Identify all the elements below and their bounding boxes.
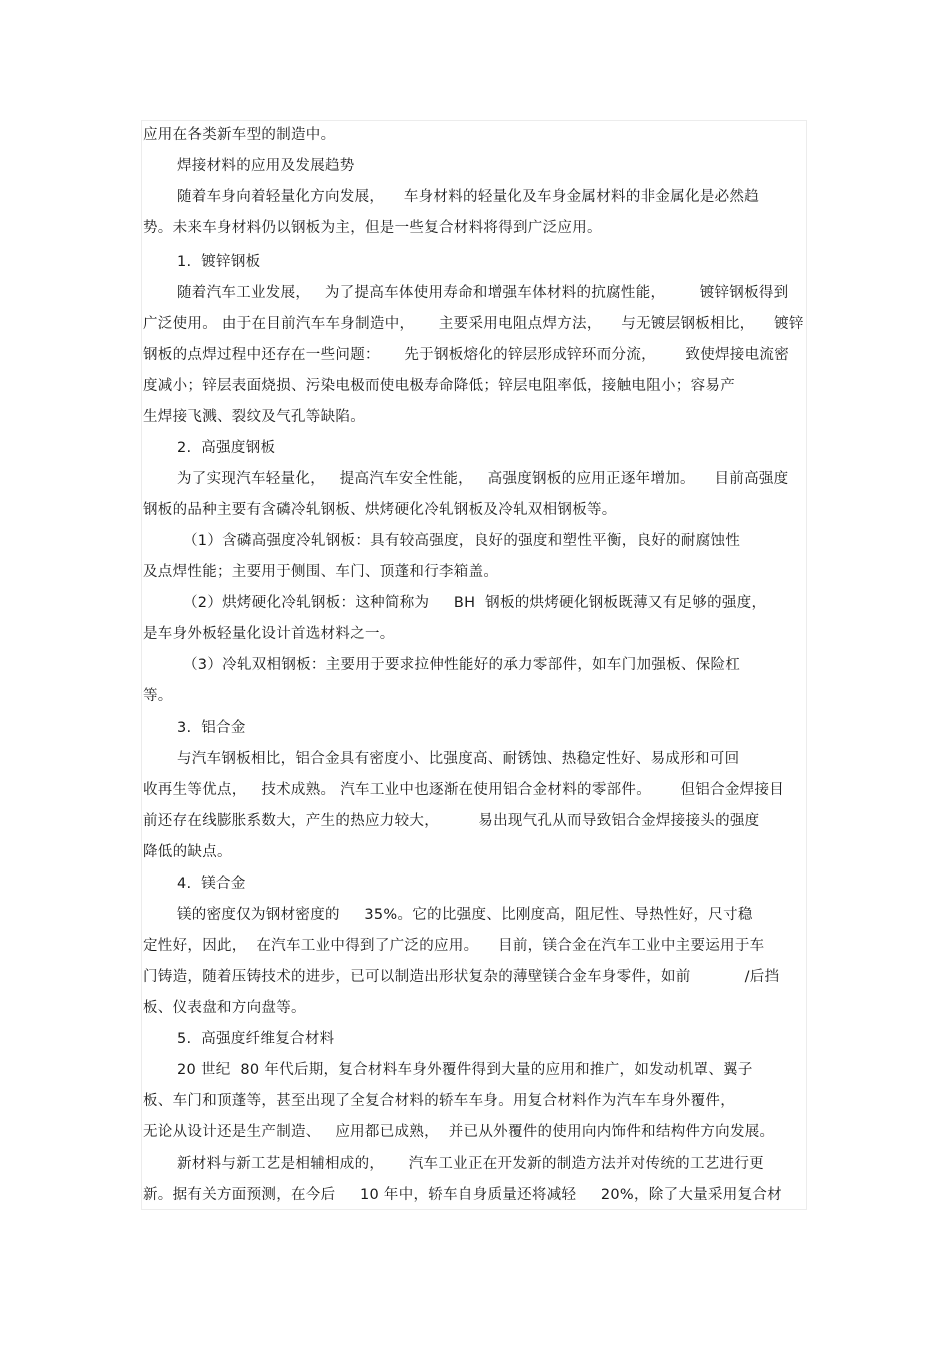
text-line: （3）冷轧双相钢板：主要用于要求拉伸性能好的承力零部件，如车门加强板、保险杠	[183, 657, 741, 673]
text-line: （1）含磷高强度冷轧钢板：具有较高强度，良好的强度和塑性平衡，良好的耐腐蚀性	[183, 533, 741, 549]
text-line: 板、车门和顶蓬等，甚至出现了全复合材料的轿车车身。用复合材料作为汽车车身外覆件，	[143, 1093, 735, 1109]
section-heading: 焊接材料的应用及发展趋势	[177, 158, 355, 174]
text-line: 与汽车钢板相比，铝合金具有密度小、比强度高、耐锈蚀、热稳定性好、易成形和可回	[177, 751, 740, 767]
section-heading: 1. 镀锌钢板	[177, 254, 261, 270]
text-line: 是车身外板轻量化设计首选材料之一。	[143, 626, 395, 642]
text-line: 20 世纪 80 年代后期，复合材料车身外覆件得到大量的应用和推广，如发动机罩、翼子	[177, 1062, 753, 1078]
text-line: 板、仪表盘和方向盘等。	[143, 1000, 306, 1016]
section-heading: 3. 铝合金	[177, 720, 246, 736]
text-line: 无论从设计还是生产制造、 应用都已成熟， 并已从外覆件的使用向内饰件和结构件方向发展。	[143, 1124, 775, 1140]
text-line: 势。未来车身材料仍以钢板为主，但是一些复合材料将得到广泛应用。	[143, 220, 602, 236]
text-line: 随着汽车工业发展， 为了提高车体使用寿命和增强车体材料的抗腐性能， 镀锌钢板得到	[177, 285, 789, 301]
text-line: 镁的密度仅为钢材密度的 35%。它的比强度、比刚度高，阻尼性、导热性好，尺寸稳	[177, 907, 753, 923]
text-line: （2）烘烤硬化冷轧钢板：这种简称为 BH 钢板的烘烤硬化钢板既薄又有足够的强度，	[183, 595, 767, 611]
text-line: 广泛使用。 由于在目前汽车车身制造中， 主要采用电阻点焊方法， 与无镀层钢板相比， 镀锌	[143, 316, 804, 332]
text-line: 钢板的点焊过程中还存在一些问题： 先于钢板熔化的锌层形成锌环而分流， 致使焊接电流密	[143, 347, 789, 363]
text-line: 前还存在线膨胀系数大，产生的热应力较大， 易出现气孔从而导致铝合金焊接接头的强度	[143, 813, 760, 829]
text-line: 新材料与新工艺是相辅相成的， 汽车工业正在开发新的制造方法并对传统的工艺进行更	[177, 1156, 764, 1172]
text-line: 为了实现汽车轻量化， 提高汽车安全性能， 高强度钢板的应用正逐年增加。 目前高强度	[177, 471, 789, 487]
text-line: 定性好，因此， 在汽车工业中得到了广泛的应用。 目前，镁合金在汽车工业中主要运用于车	[143, 938, 765, 954]
text-line: 度减小；锌层表面烧损、污染电极而使电极寿命降低；锌层电阻率低，接触电阻小；容易产	[143, 378, 735, 394]
text-line: 随着车身向着轻量化方向发展， 车身材料的轻量化及车身金属材料的非金属化是必然趋	[177, 189, 760, 205]
text-line: 等。	[143, 688, 173, 704]
section-heading: 2. 高强度钢板	[177, 440, 276, 456]
text-line: 新。据有关方面预测，在今后 10 年中，轿车自身质量还将减轻 20%，除了大量采用复合材	[143, 1187, 782, 1203]
text-line: 门铸造，随着压铸技术的进步，已可以制造出形状复杂的薄壁镁合金车身零件，如前 /后挡	[143, 969, 780, 985]
text-line: 收再生等优点， 技术成熟。 汽车工业中也逐渐在使用铝合金材料的零部件。 但铝合金焊接目	[143, 782, 785, 798]
text-line: 降低的缺点。	[143, 844, 232, 860]
text-line: 生焊接飞溅、裂纹及气孔等缺陷。	[143, 409, 365, 425]
text-line: 钢板的品种主要有含磷冷轧钢板、烘烤硬化冷轧钢板及冷轧双相钢板等。	[143, 502, 617, 518]
text-line: 应用在各类新车型的制造中。	[143, 127, 336, 143]
section-heading: 5. 高强度纤维复合材料	[177, 1031, 335, 1047]
text-line: 及点焊性能；主要用于侧围、车门、顶蓬和行李箱盖。	[143, 564, 499, 580]
section-heading: 4. 镁合金	[177, 876, 246, 892]
